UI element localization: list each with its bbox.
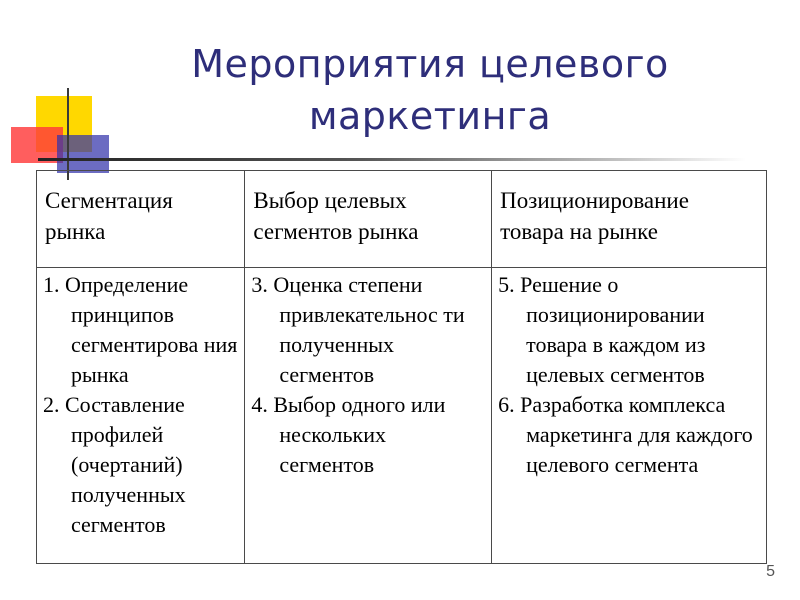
list-item: 2. Составление профилей (очертаний) полученных сегментов [43, 392, 186, 537]
slide-title [150, 38, 710, 142]
decorative-vertical-line [67, 88, 69, 180]
list-item: 1. Определение принципов сегментирова ния рынка [43, 272, 238, 387]
slide-title-line-2: маркетинга [308, 94, 552, 138]
content-table [36, 170, 767, 564]
table-cell-target-selection-steps [245, 268, 492, 564]
slide-title-line-1: Мероприятия целевого [191, 42, 669, 86]
table-header-row [37, 171, 767, 268]
title-divider-line [38, 158, 746, 161]
list-item: 3. Оценка степени привлекательнос ти полученных сегментов [251, 272, 465, 387]
list-item: 6. Разработка комплекса маркетинга для каждого целевого сегмента [498, 392, 753, 477]
table-cell-segmentation-steps [37, 268, 245, 564]
page-number: 5 [766, 563, 775, 580]
list-item: 4. Выбор одного или нескольких сегментов [251, 392, 446, 477]
table-body-row [37, 268, 767, 564]
list-item: 5. Решение о позиционировании товара в каждом из целевых сегментов [498, 272, 706, 387]
table-header-cell-target-selection: Выбор целевых сегментов рынка [245, 171, 492, 268]
table-cell-positioning-steps [492, 268, 767, 564]
table-header-cell-positioning: Позиционирование товара на рынке [492, 171, 767, 268]
table-header-cell-segmentation: Сегментация рынка [37, 171, 245, 268]
decorative-blue-square [57, 135, 109, 173]
